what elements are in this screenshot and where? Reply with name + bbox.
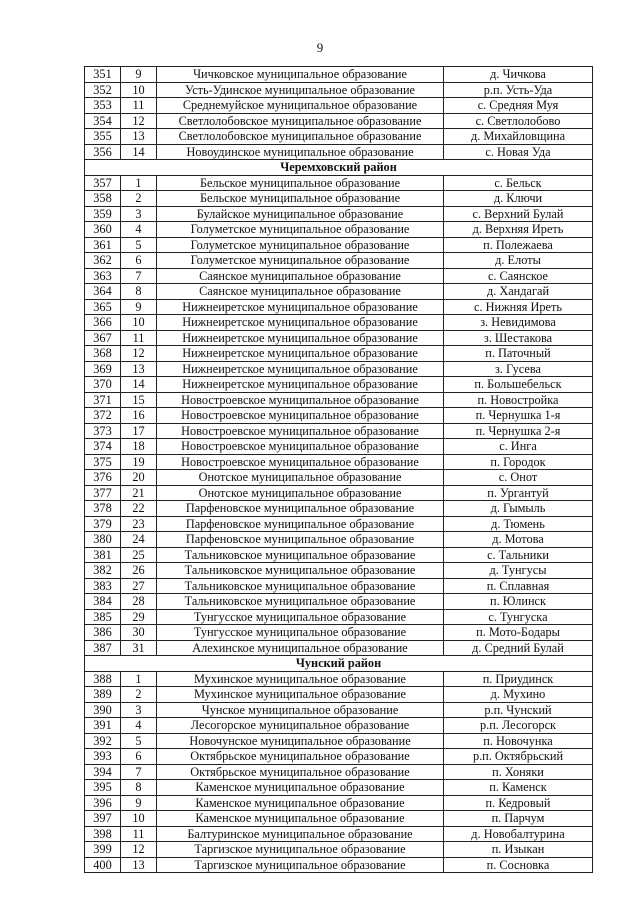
settlement-name: п. Сплавная [444,578,593,594]
row-number: 388 [85,671,121,687]
municipality-name: Новостроевское муниципальное образование [157,423,444,439]
row-number: 390 [85,702,121,718]
settlement-name: п. Паточный [444,346,593,362]
table-row [85,780,593,796]
table-row [85,253,593,269]
district-row-number: 31 [121,640,157,656]
district-row-number: 1 [121,671,157,687]
municipality-name: Новостроевское муниципальное образование [157,408,444,424]
municipality-name: Саянское муниципальное образование [157,284,444,300]
settlement-name: с. Саянское [444,268,593,284]
municipality-name: Онотское муниципальное образование [157,470,444,486]
municipality-name: Нижнеиретское муниципальное образование [157,330,444,346]
district-row-number: 8 [121,284,157,300]
municipality-name: Голуметское муниципальное образование [157,222,444,238]
municipality-name: Усть-Удинское муниципальное образование [157,82,444,98]
district-row-number: 24 [121,532,157,548]
municipality-name: Бельское муниципальное образование [157,191,444,207]
table-row [85,361,593,377]
table-row [85,749,593,765]
district-row-number: 16 [121,408,157,424]
table-row [85,268,593,284]
municipality-name: Чунское муниципальное образование [157,702,444,718]
municipality-name: Тальниковское муниципальное образование [157,563,444,579]
settlements-table [84,66,593,873]
row-number: 392 [85,733,121,749]
table-row [85,67,593,83]
row-number: 399 [85,842,121,858]
municipality-name: Таргизское муниципальное образование [157,842,444,858]
district-heading-row [85,656,593,672]
settlement-name: д. Мотова [444,532,593,548]
table-row [85,702,593,718]
table-row [85,237,593,253]
settlement-name: п. Кедровый [444,795,593,811]
settlement-name: с. Тунгуска [444,609,593,625]
row-number: 381 [85,547,121,563]
row-number: 361 [85,237,121,253]
row-number: 387 [85,640,121,656]
municipality-name: Бельское муниципальное образование [157,175,444,191]
district-row-number: 6 [121,253,157,269]
municipality-name: Лесогорское муниципальное образование [157,718,444,734]
settlement-name: п. Полежаева [444,237,593,253]
municipality-name: Голуметское муниципальное образование [157,237,444,253]
row-number: 389 [85,687,121,703]
settlement-name: с. Тальники [444,547,593,563]
table-row [85,578,593,594]
district-row-number: 9 [121,67,157,83]
row-number: 356 [85,144,121,160]
table-row [85,609,593,625]
row-number: 386 [85,625,121,641]
row-number: 383 [85,578,121,594]
municipality-name: Таргизское муниципальное образование [157,857,444,873]
municipality-name: Каменское муниципальное образование [157,780,444,796]
table-row [85,392,593,408]
district-row-number: 20 [121,470,157,486]
row-number: 391 [85,718,121,734]
municipality-name: Мухинское муниципальное образование [157,687,444,703]
row-number: 377 [85,485,121,501]
district-row-number: 11 [121,826,157,842]
row-number: 370 [85,377,121,393]
municipality-name: Тунгусское муниципальное образование [157,609,444,625]
district-row-number: 12 [121,842,157,858]
row-number: 365 [85,299,121,315]
row-number: 393 [85,749,121,765]
district-row-number: 27 [121,578,157,594]
row-number: 355 [85,129,121,145]
settlement-name: д. Чичкова [444,67,593,83]
district-row-number: 14 [121,144,157,160]
district-heading: Чунский район [85,656,593,672]
table-row [85,82,593,98]
municipality-name: Мухинское муниципальное образование [157,671,444,687]
municipality-name: Онотское муниципальное образование [157,485,444,501]
row-number: 382 [85,563,121,579]
table-row [85,547,593,563]
table-row [85,408,593,424]
settlement-name: п. Чернушка 2-я [444,423,593,439]
table-row [85,640,593,656]
table-row [85,625,593,641]
row-number: 375 [85,454,121,470]
table-row [85,377,593,393]
table-row [85,516,593,532]
municipality-name: Новостроевское муниципальное образование [157,392,444,408]
table-row [85,857,593,873]
table-row [85,671,593,687]
municipality-name: Октябрьское муниципальное образование [157,764,444,780]
municipality-name: Тальниковское муниципальное образование [157,594,444,610]
settlement-name: п. Хоняки [444,764,593,780]
table-row [85,795,593,811]
municipality-name: Саянское муниципальное образование [157,268,444,284]
settlement-name: с. Бельск [444,175,593,191]
municipality-name: Новостроевское муниципальное образование [157,454,444,470]
municipality-name: Светлолобовское муниципальное образование [157,113,444,129]
row-number: 364 [85,284,121,300]
district-row-number: 2 [121,687,157,703]
table-row [85,330,593,346]
table-row [85,811,593,827]
municipality-name: Новочунское муниципальное образование [157,733,444,749]
district-row-number: 10 [121,315,157,331]
settlement-name: с. Новая Уда [444,144,593,160]
district-row-number: 8 [121,780,157,796]
row-number: 363 [85,268,121,284]
district-row-number: 5 [121,237,157,253]
settlement-name: д. Гымыль [444,501,593,517]
table-row [85,454,593,470]
settlement-name: р.п. Лесогорск [444,718,593,734]
row-number: 378 [85,501,121,517]
table-row [85,718,593,734]
table-row [85,175,593,191]
row-number: 400 [85,857,121,873]
settlement-name: п. Юлинск [444,594,593,610]
settlement-name: п. Ургантуй [444,485,593,501]
district-row-number: 14 [121,377,157,393]
settlement-name: п. Парчум [444,811,593,827]
row-number: 359 [85,206,121,222]
settlement-name: р.п. Чунский [444,702,593,718]
page-number: 9 [316,40,324,55]
district-heading-row [85,160,593,176]
settlement-name: д. Тюмень [444,516,593,532]
settlement-name: п. Приудинск [444,671,593,687]
municipality-name: Чичковское муниципальное образование [157,67,444,83]
municipality-name: Нижнеиретское муниципальное образование [157,361,444,377]
row-number: 372 [85,408,121,424]
row-number: 384 [85,594,121,610]
district-row-number: 26 [121,563,157,579]
settlement-name: д. Верхняя Иреть [444,222,593,238]
settlement-name: с. Нижняя Иреть [444,299,593,315]
row-number: 376 [85,470,121,486]
municipality-name: Светлолобовское муниципальное образование [157,129,444,145]
municipality-name: Тальниковское муниципальное образование [157,547,444,563]
table-row [85,206,593,222]
table-row [85,594,593,610]
row-number: 353 [85,98,121,114]
district-row-number: 3 [121,702,157,718]
table-row [85,222,593,238]
table-row [85,733,593,749]
district-row-number: 13 [121,857,157,873]
settlement-name: с. Инга [444,439,593,455]
row-number: 367 [85,330,121,346]
row-number: 396 [85,795,121,811]
table-row [85,485,593,501]
municipality-name: Парфеновское муниципальное образование [157,516,444,532]
settlement-name: п. Новостройка [444,392,593,408]
settlement-name: д. Михайловщина [444,129,593,145]
municipality-name: Парфеновское муниципальное образование [157,501,444,517]
municipality-name: Тальниковское муниципальное образование [157,578,444,594]
settlement-name: д. Тунгусы [444,563,593,579]
table-row [85,501,593,517]
table-row [85,842,593,858]
settlement-name: п. Чернушка 1-я [444,408,593,424]
settlement-name: р.п. Усть-Уда [444,82,593,98]
settlement-name: д. Мухино [444,687,593,703]
municipality-name: Новостроевское муниципальное образование [157,439,444,455]
settlement-name: д. Ключи [444,191,593,207]
row-number: 385 [85,609,121,625]
district-row-number: 12 [121,113,157,129]
municipality-name: Тунгусское муниципальное образование [157,625,444,641]
table-row [85,532,593,548]
municipality-name: Среднемуйское муниципальное образование [157,98,444,114]
table-row [85,129,593,145]
row-number: 398 [85,826,121,842]
municipality-name: Алехинское муниципальное образование [157,640,444,656]
district-row-number: 3 [121,206,157,222]
settlement-name: з. Невидимова [444,315,593,331]
municipality-name: Голуметское муниципальное образование [157,253,444,269]
settlement-name: д. Новобалтурина [444,826,593,842]
table-row [85,470,593,486]
settlement-name: з. Шестакова [444,330,593,346]
district-row-number: 4 [121,718,157,734]
row-number: 366 [85,315,121,331]
municipality-name: Каменское муниципальное образование [157,811,444,827]
settlement-name: п. Новочунка [444,733,593,749]
row-number: 352 [85,82,121,98]
row-number: 369 [85,361,121,377]
settlement-name: п. Сосновка [444,857,593,873]
row-number: 373 [85,423,121,439]
settlement-name: п. Мото-Бодары [444,625,593,641]
table-row [85,423,593,439]
district-row-number: 30 [121,625,157,641]
table-body [85,67,593,873]
district-row-number: 22 [121,501,157,517]
table-row [85,191,593,207]
settlement-name: п. Городок [444,454,593,470]
municipality-name: Новоудинское муниципальное образование [157,144,444,160]
settlement-name: с. Светлолобово [444,113,593,129]
municipality-name: Булайское муниципальное образование [157,206,444,222]
municipality-name: Октябрьское муниципальное образование [157,749,444,765]
settlement-name: с. Верхний Булай [444,206,593,222]
row-number: 360 [85,222,121,238]
settlement-name: д. Елоты [444,253,593,269]
table-row [85,563,593,579]
table-row [85,299,593,315]
table-row [85,315,593,331]
row-number: 368 [85,346,121,362]
table-row [85,284,593,300]
municipality-name: Балтуринское муниципальное образование [157,826,444,842]
district-row-number: 25 [121,547,157,563]
district-row-number: 17 [121,423,157,439]
row-number: 357 [85,175,121,191]
row-number: 362 [85,253,121,269]
district-row-number: 11 [121,330,157,346]
table-row [85,98,593,114]
table-row [85,113,593,129]
municipality-name: Парфеновское муниципальное образование [157,532,444,548]
table-row [85,346,593,362]
table-row [85,826,593,842]
district-row-number: 5 [121,733,157,749]
district-row-number: 7 [121,764,157,780]
district-row-number: 15 [121,392,157,408]
district-row-number: 13 [121,361,157,377]
district-row-number: 18 [121,439,157,455]
settlement-name: п. Каменск [444,780,593,796]
table-row [85,687,593,703]
district-row-number: 11 [121,98,157,114]
district-row-number: 21 [121,485,157,501]
settlement-name: р.п. Октябрьский [444,749,593,765]
district-row-number: 2 [121,191,157,207]
municipality-name: Нижнеиретское муниципальное образование [157,377,444,393]
settlement-name: с. Средняя Муя [444,98,593,114]
district-row-number: 7 [121,268,157,284]
row-number: 395 [85,780,121,796]
district-row-number: 23 [121,516,157,532]
municipality-name: Нижнеиретское муниципальное образование [157,315,444,331]
row-number: 371 [85,392,121,408]
municipality-name: Каменское муниципальное образование [157,795,444,811]
row-number: 351 [85,67,121,83]
district-row-number: 28 [121,594,157,610]
municipality-name: Нижнеиретское муниципальное образование [157,346,444,362]
district-row-number: 4 [121,222,157,238]
table-row [85,439,593,455]
district-row-number: 9 [121,795,157,811]
settlement-name: с. Онот [444,470,593,486]
district-row-number: 29 [121,609,157,625]
row-number: 394 [85,764,121,780]
row-number: 374 [85,439,121,455]
district-heading: Черемховский район [85,160,593,176]
settlement-name: з. Гусева [444,361,593,377]
table-row [85,764,593,780]
district-row-number: 6 [121,749,157,765]
row-number: 397 [85,811,121,827]
district-row-number: 13 [121,129,157,145]
district-row-number: 10 [121,811,157,827]
district-row-number: 19 [121,454,157,470]
municipality-name: Нижнеиретское муниципальное образование [157,299,444,315]
table-row [85,144,593,160]
settlement-name: п. Большебельск [444,377,593,393]
row-number: 358 [85,191,121,207]
settlement-name: п. Изыкан [444,842,593,858]
district-row-number: 12 [121,346,157,362]
row-number: 354 [85,113,121,129]
settlement-name: д. Средний Булай [444,640,593,656]
settlement-name: д. Хандагай [444,284,593,300]
district-row-number: 1 [121,175,157,191]
row-number: 379 [85,516,121,532]
district-row-number: 10 [121,82,157,98]
row-number: 380 [85,532,121,548]
district-row-number: 9 [121,299,157,315]
